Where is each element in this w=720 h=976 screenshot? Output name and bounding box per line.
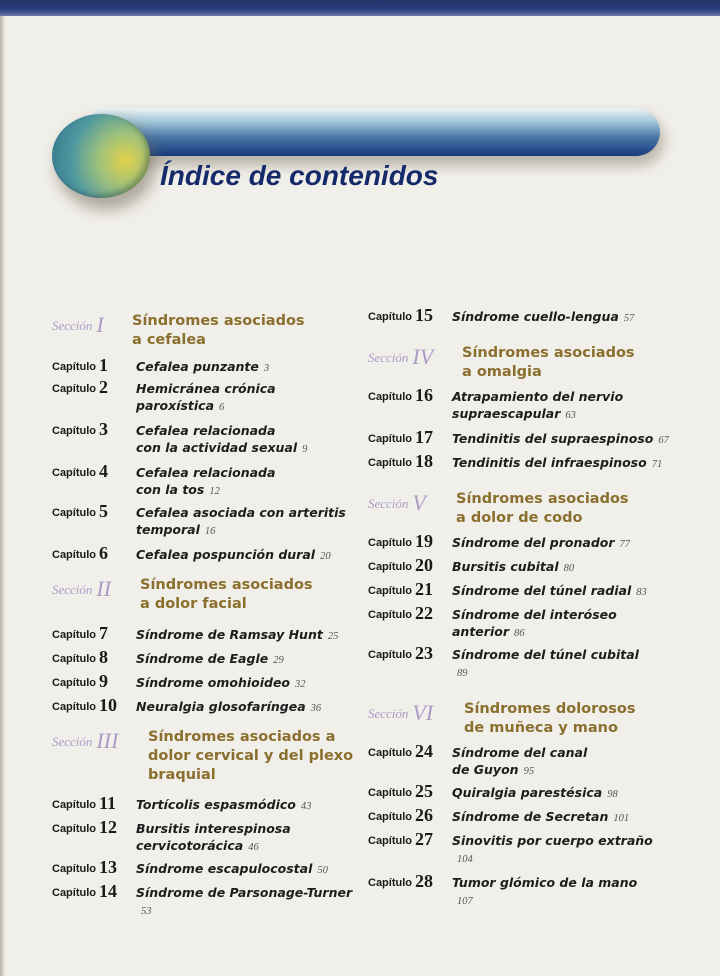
section-title	[148, 728, 353, 785]
section-title-line: a omalgia	[462, 364, 542, 380]
chapter-label	[368, 781, 433, 802]
chapter-label	[52, 543, 108, 564]
chapter-title-line: Neuralgia glosofaríngea 36	[136, 699, 322, 714]
section-title-line: a dolor de codo	[456, 510, 583, 526]
chapter-number: 28	[415, 871, 433, 891]
chapter-title	[452, 534, 630, 553]
chapter-title	[452, 430, 669, 449]
chapter-label	[52, 355, 108, 376]
chapter-title	[452, 582, 647, 601]
page-number: 12	[209, 486, 220, 497]
page-number: 32	[295, 679, 306, 690]
chapter-label	[368, 555, 433, 576]
chapter-title	[136, 546, 331, 565]
chapter-title-line: Tortícolis espasmódico 43	[136, 797, 312, 812]
section-title	[464, 700, 635, 738]
section-title-line: Síndromes asociados	[462, 345, 635, 361]
chapter-number: 13	[99, 857, 117, 877]
chapter-word: Capítulo	[368, 787, 412, 799]
chapter-title	[136, 860, 328, 879]
chapter-title-line: Síndrome del pronador 77	[452, 535, 631, 550]
chapter-number: 6	[99, 543, 108, 563]
chapter-number: 19	[415, 531, 433, 551]
section-title-line: Síndromes asociados	[140, 577, 313, 593]
section-title-line: Síndromes dolorosos	[464, 701, 636, 717]
page-number: 25	[327, 631, 339, 642]
chapter-number: 25	[415, 781, 433, 801]
page-number: 43	[300, 801, 312, 812]
chapter-title-line: Síndrome cuello-lengua 57	[452, 309, 635, 324]
page-number: 77	[619, 539, 631, 550]
chapter-title	[136, 650, 284, 669]
section-word: Sección	[52, 734, 93, 749]
chapter-title	[136, 796, 311, 815]
section-title	[132, 312, 305, 350]
chapter-word: Capítulo	[52, 799, 96, 811]
page-number: 71	[651, 459, 663, 470]
page-number: 104	[457, 854, 473, 865]
chapter-word: Capítulo	[368, 537, 412, 549]
section-word: Sección	[52, 582, 93, 597]
page-number: 83	[636, 587, 647, 598]
chapter-number: 10	[99, 695, 117, 715]
chapter-title	[452, 454, 662, 473]
chapter-title-line: Síndrome de Ramsay Hunt 25	[136, 627, 339, 642]
chapter-title-line	[452, 663, 639, 682]
chapter-number: 12	[99, 817, 117, 837]
page-number: 67	[658, 435, 669, 446]
chapter-number: 27	[415, 829, 433, 849]
chapter-title	[136, 820, 291, 856]
chapter-word: Capítulo	[52, 361, 96, 373]
chapter-label	[52, 881, 117, 902]
section-title-line: braquial	[148, 767, 216, 783]
chapter-number: 14	[99, 881, 117, 901]
chapter-title-line: Síndrome de Eagle 29	[136, 651, 284, 666]
chapter-title-line	[452, 849, 653, 868]
chapter-title	[452, 646, 639, 682]
page-number: 57	[623, 313, 635, 324]
chapter-number: 5	[99, 501, 108, 521]
chapter-label	[52, 461, 108, 482]
chapter-number: 21	[415, 579, 433, 599]
chapter-title-line: Síndrome omohioideo 32	[136, 675, 306, 690]
page-number: 9	[302, 444, 308, 455]
chapter-number: 4	[99, 461, 108, 481]
section-title-line: Síndromes asociados	[132, 313, 305, 329]
section-number: I	[96, 312, 104, 337]
chapter-title-line: Tendinitis del infraespinoso 71	[452, 455, 663, 470]
section-title	[456, 490, 629, 528]
chapter-label	[368, 829, 433, 850]
chapter-word: Capítulo	[368, 561, 412, 573]
chapter-title-line: paroxística 6	[136, 398, 225, 413]
section-title-line: a dolor facial	[140, 596, 247, 612]
chapter-word: Capítulo	[368, 649, 412, 661]
chapter-title-line: Síndrome de Parsonage-Turner	[136, 885, 353, 900]
page-number: 6	[219, 402, 225, 413]
chapter-label	[52, 793, 116, 814]
chapter-title-line: temporal 16	[136, 522, 216, 537]
chapter-title-line: con la tos 12	[136, 482, 220, 497]
chapter-label	[52, 501, 108, 522]
chapter-number: 9	[99, 671, 108, 691]
section-label	[52, 576, 111, 602]
chapter-title-line: Cefalea punzante 3	[136, 359, 270, 374]
page-number: 98	[607, 789, 618, 800]
chapter-title	[136, 380, 276, 416]
chapter-number: 15	[415, 305, 433, 325]
chapter-title-line: supraescapular 63	[452, 406, 576, 421]
page-number: 36	[310, 703, 322, 714]
chapter-number: 11	[99, 793, 117, 813]
chapter-title	[136, 504, 346, 540]
chapter-title-line: Cefalea relacionada	[136, 423, 276, 438]
page-number: 86	[514, 628, 525, 639]
chapter-number: 17	[415, 427, 433, 447]
chapter-word: Capítulo	[52, 887, 96, 899]
page-number: 63	[565, 410, 576, 421]
chapter-number: 23	[415, 643, 433, 663]
section-word: Sección	[368, 350, 409, 365]
chapter-title-line: Atrapamiento del nervio	[452, 389, 624, 404]
chapter-word: Capítulo	[52, 425, 96, 437]
page-number: 101	[613, 813, 630, 824]
chapter-word: Capítulo	[368, 391, 412, 403]
chapter-title	[452, 832, 653, 868]
chapter-number: 8	[99, 647, 108, 667]
chapter-title	[136, 698, 321, 717]
chapter-word: Capítulo	[52, 467, 96, 479]
chapter-word: Capítulo	[368, 747, 412, 759]
chapter-title-line: con la actividad sexual 9	[136, 440, 308, 455]
section-word: Sección	[52, 318, 93, 333]
chapter-word: Capítulo	[52, 549, 96, 561]
chapter-title-line: Cefalea relacionada	[136, 465, 276, 480]
chapter-title-line: Sinovitis por cuerpo extraño	[452, 833, 653, 848]
chapter-title-line: Síndrome del canal	[452, 745, 588, 760]
chapter-label	[52, 623, 108, 644]
chapter-title-line: de Guyon 95	[452, 762, 535, 777]
chapter-label	[368, 805, 433, 826]
chapter-word: Capítulo	[368, 433, 412, 445]
chapter-title	[452, 388, 623, 424]
chapter-label	[52, 817, 117, 838]
chapter-label	[368, 741, 433, 762]
chapter-title	[136, 884, 352, 920]
chapter-title-line: Síndrome de Secretan 101	[452, 809, 630, 824]
section-word: Sección	[368, 496, 409, 511]
chapter-title-line: anterior 86	[452, 624, 525, 639]
page-number: 46	[248, 842, 259, 853]
section-label	[368, 700, 433, 726]
section-word: Sección	[368, 706, 409, 721]
chapter-title-line: Síndrome escapulocostal 50	[136, 861, 328, 876]
chapter-label	[52, 647, 108, 668]
page-number: 29	[273, 655, 284, 666]
chapter-number: 3	[99, 419, 108, 439]
chapter-title-line: Síndrome del interóseo	[452, 607, 617, 622]
section-title-line: de muñeca y mano	[464, 720, 618, 736]
chapter-title	[452, 808, 629, 827]
chapter-label	[52, 857, 117, 878]
section-title	[462, 344, 635, 382]
chapter-label	[52, 419, 108, 440]
chapter-title-line	[136, 901, 352, 920]
chapter-word: Capítulo	[368, 585, 412, 597]
chapter-label	[368, 643, 433, 664]
section-title-line: dolor cervical y del plexo	[148, 748, 354, 764]
chapter-word: Capítulo	[52, 507, 96, 519]
chapter-word: Capítulo	[368, 835, 412, 847]
page-number: 80	[563, 563, 575, 574]
page-number: 3	[263, 363, 270, 374]
section-label	[52, 312, 104, 338]
section-number: VI	[412, 700, 434, 725]
chapter-number: 22	[415, 603, 433, 623]
chapter-label	[368, 305, 433, 326]
section-number: IV	[412, 344, 434, 369]
section-title	[140, 576, 313, 614]
section-title-line: a cefalea	[132, 332, 206, 348]
chapter-label	[52, 695, 117, 716]
chapter-number: 18	[415, 451, 433, 471]
chapter-title	[452, 308, 634, 327]
chapter-title-line: Bursitis cubital 80	[452, 559, 575, 574]
chapter-title-line: Bursitis interespinosa	[136, 821, 291, 836]
section-number: II	[96, 576, 112, 601]
chapter-title	[452, 744, 587, 780]
chapter-title	[452, 784, 618, 803]
chapter-title-line: Síndrome del túnel cubital	[452, 647, 639, 662]
chapter-word: Capítulo	[52, 701, 96, 713]
chapter-word: Capítulo	[368, 877, 412, 889]
chapter-label	[368, 871, 433, 892]
chapter-title	[136, 358, 269, 377]
page-title: Índice de contenidos	[160, 160, 439, 191]
chapter-word: Capítulo	[368, 811, 412, 823]
chapter-number: 1	[99, 355, 108, 375]
chapter-title	[452, 558, 574, 577]
section-label	[368, 344, 433, 370]
chapter-label	[368, 451, 433, 472]
chapter-word: Capítulo	[52, 653, 96, 665]
section-label	[52, 728, 118, 754]
chapter-number: 2	[99, 377, 108, 397]
chapter-title-line: Tumor glómico de la mano	[452, 875, 638, 890]
section-title-line: Síndromes asociados	[456, 491, 629, 507]
page-number: 16	[204, 526, 216, 537]
banner-bar	[92, 108, 660, 156]
chapter-number: 7	[99, 623, 108, 643]
chapter-label	[368, 603, 433, 624]
chapter-title-line: Tendinitis del supraespinoso 67	[452, 431, 669, 446]
chapter-title-line: Cefalea pospunción dural 20	[136, 547, 331, 562]
page-binding-edge	[0, 16, 5, 976]
chapter-title-line: Quiralgia parestésica 98	[452, 785, 618, 800]
chapter-label	[52, 377, 108, 398]
chapter-word: Capítulo	[368, 311, 412, 323]
banner-orb	[52, 114, 150, 198]
chapter-title	[452, 874, 637, 910]
section-label	[368, 490, 426, 516]
chapter-word: Capítulo	[52, 629, 96, 641]
section-number: III	[96, 728, 119, 753]
chapter-number: 26	[415, 805, 433, 825]
section-number: V	[412, 490, 426, 515]
chapter-title-line: cervicotorácica 46	[136, 838, 259, 853]
chapter-title-line: Cefalea asociada con arteritis	[136, 505, 346, 520]
page-number: 107	[457, 896, 473, 907]
chapter-label	[368, 385, 433, 406]
chapter-title	[136, 422, 307, 458]
chapter-title-line: Síndrome del túnel radial 83	[452, 583, 647, 598]
page-number: 95	[523, 766, 535, 777]
chapter-label	[52, 671, 108, 692]
chapter-label	[368, 427, 433, 448]
chapter-title	[136, 674, 306, 693]
chapter-number: 24	[415, 741, 433, 761]
page-number: 50	[317, 865, 328, 876]
chapter-label	[368, 531, 433, 552]
chapter-word: Capítulo	[368, 457, 412, 469]
chapter-title	[136, 626, 338, 645]
section-title-line: Síndromes asociados a	[148, 729, 336, 745]
chapter-number: 16	[415, 385, 433, 405]
chapter-word: Capítulo	[52, 383, 96, 395]
chapter-word: Capítulo	[368, 609, 412, 621]
chapter-title-line	[452, 891, 637, 910]
page-number: 20	[320, 551, 331, 562]
chapter-word: Capítulo	[52, 823, 96, 835]
chapter-number: 20	[415, 555, 433, 575]
page-number: 89	[457, 668, 468, 679]
chapter-word: Capítulo	[52, 863, 96, 875]
chapter-title	[452, 606, 617, 642]
top-border	[0, 0, 720, 16]
chapter-word: Capítulo	[52, 677, 96, 689]
chapter-title-line: Hemicránea crónica	[136, 381, 276, 396]
chapter-label	[368, 579, 433, 600]
chapter-title	[136, 464, 275, 500]
page-number: 53	[141, 906, 152, 917]
